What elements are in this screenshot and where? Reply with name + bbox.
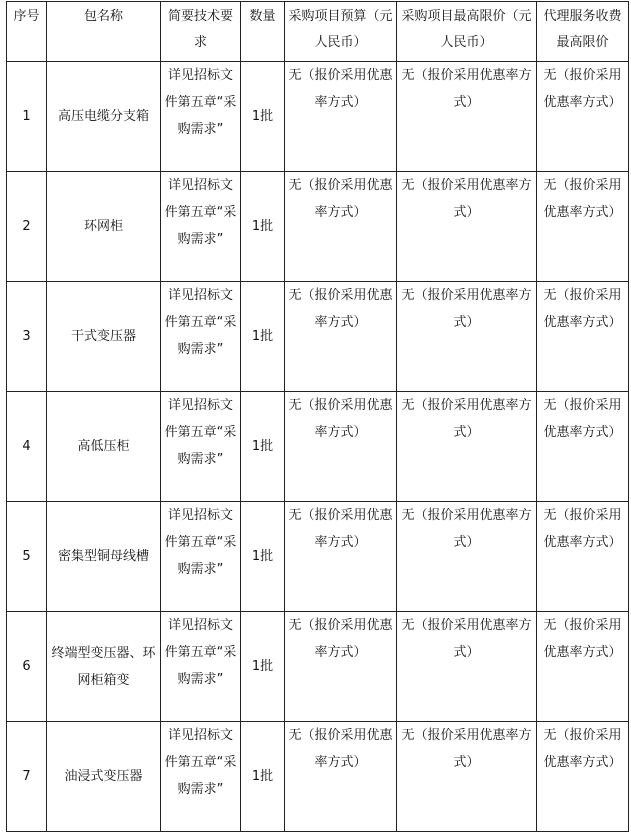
- cell-index: 1: [7, 62, 47, 172]
- header-max-price: 采购项目最高限价（元人民币）: [397, 2, 537, 62]
- cell-fee: 无（报价采用优惠率方式）: [537, 392, 629, 502]
- header-row: [7, 2, 629, 62]
- cell-budget: 无（报价采用优惠率方式）: [285, 172, 397, 282]
- table-row: [7, 282, 629, 392]
- cell-package: 高低压柜: [47, 392, 161, 502]
- cell-budget: 无（报价采用优惠率方式）: [285, 62, 397, 172]
- cell-qty: 1批: [241, 502, 285, 612]
- cell-max-price: 无（报价采用优惠率方式）: [397, 722, 537, 832]
- cell-max-price: 无（报价采用优惠率方式）: [397, 62, 537, 172]
- cell-fee: 无（报价采用优惠率方式）: [537, 282, 629, 392]
- cell-spec: 详见招标文件第五章“采购需求”: [161, 62, 241, 172]
- cell-fee: 无（报价采用优惠率方式）: [537, 612, 629, 722]
- cell-spec: 详见招标文件第五章“采购需求”: [161, 392, 241, 502]
- cell-spec: 详见招标文件第五章“采购需求”: [161, 722, 241, 832]
- cell-budget: 无（报价采用优惠率方式）: [285, 282, 397, 392]
- cell-spec: 详见招标文件第五章“采购需求”: [161, 502, 241, 612]
- cell-budget: 无（报价采用优惠率方式）: [285, 502, 397, 612]
- table-row: [7, 392, 629, 502]
- cell-package: 干式变压器: [47, 282, 161, 392]
- cell-package: 高压电缆分支箱: [47, 62, 161, 172]
- cell-max-price: 无（报价采用优惠率方式）: [397, 502, 537, 612]
- header-package: 包名称: [47, 2, 161, 62]
- procurement-table: [6, 1, 629, 832]
- cell-budget: 无（报价采用优惠率方式）: [285, 612, 397, 722]
- cell-qty: 1批: [241, 392, 285, 502]
- cell-fee: 无（报价采用优惠率方式）: [537, 502, 629, 612]
- cell-spec: 详见招标文件第五章“采购需求”: [161, 172, 241, 282]
- cell-max-price: 无（报价采用优惠率方式）: [397, 612, 537, 722]
- cell-index: 6: [7, 612, 47, 722]
- header-spec: 简要技术要求: [161, 2, 241, 62]
- cell-package: 油浸式变压器: [47, 722, 161, 832]
- header-index: 序号: [7, 2, 47, 62]
- table-row: [7, 612, 629, 722]
- cell-qty: 1批: [241, 282, 285, 392]
- cell-spec: 详见招标文件第五章“采购需求”: [161, 282, 241, 392]
- cell-index: 2: [7, 172, 47, 282]
- table-row: [7, 502, 629, 612]
- table-row: [7, 62, 629, 172]
- header-fee: 代理服务收费最高限价: [537, 2, 629, 62]
- cell-max-price: 无（报价采用优惠率方式）: [397, 172, 537, 282]
- table-row: [7, 722, 629, 832]
- cell-budget: 无（报价采用优惠率方式）: [285, 392, 397, 502]
- header-budget: 采购项目预算（元人民币）: [285, 2, 397, 62]
- cell-package: 环网柜: [47, 172, 161, 282]
- cell-spec: 详见招标文件第五章“采购需求”: [161, 612, 241, 722]
- cell-package: 终端型变压器、环网柜箱变: [47, 612, 161, 722]
- cell-budget: 无（报价采用优惠率方式）: [285, 722, 397, 832]
- cell-fee: 无（报价采用优惠率方式）: [537, 722, 629, 832]
- cell-qty: 1批: [241, 612, 285, 722]
- cell-fee: 无（报价采用优惠率方式）: [537, 62, 629, 172]
- table-row: [7, 172, 629, 282]
- cell-package: 密集型铜母线槽: [47, 502, 161, 612]
- cell-index: 7: [7, 722, 47, 832]
- cell-index: 5: [7, 502, 47, 612]
- cell-qty: 1批: [241, 62, 285, 172]
- cell-index: 3: [7, 282, 47, 392]
- cell-fee: 无（报价采用优惠率方式）: [537, 172, 629, 282]
- cell-max-price: 无（报价采用优惠率方式）: [397, 392, 537, 502]
- header-qty: 数量: [241, 2, 285, 62]
- cell-max-price: 无（报价采用优惠率方式）: [397, 282, 537, 392]
- cell-qty: 1批: [241, 722, 285, 832]
- cell-index: 4: [7, 392, 47, 502]
- cell-qty: 1批: [241, 172, 285, 282]
